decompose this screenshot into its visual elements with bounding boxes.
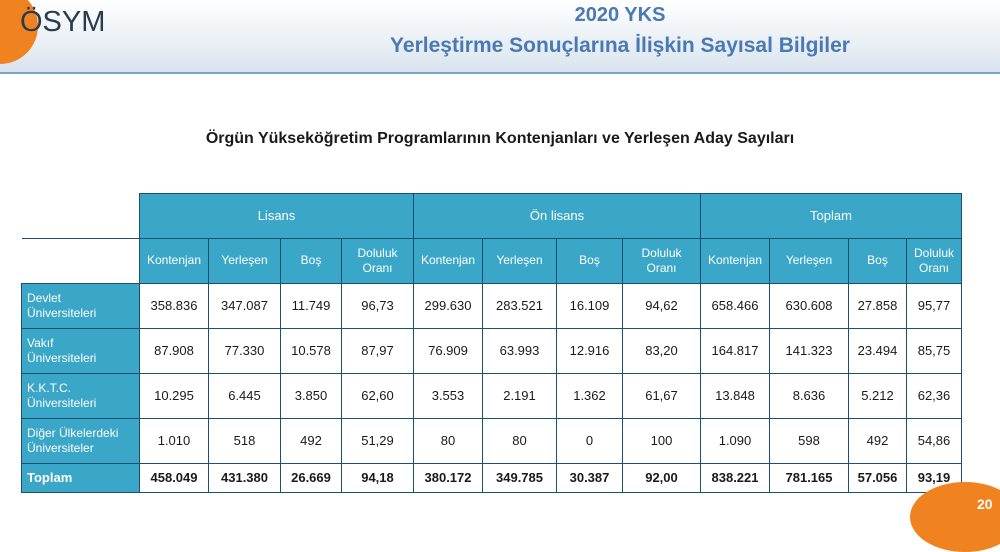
- table-cell: 61,67: [623, 373, 701, 418]
- col-bos: Boş: [557, 238, 623, 283]
- table-cell: 1.010: [140, 418, 209, 463]
- table-cell: 62,60: [342, 373, 414, 418]
- table-cell: 458.049: [140, 463, 209, 492]
- table-cell: 80: [483, 418, 557, 463]
- table-cell: 63.993: [483, 328, 557, 373]
- table-cell: 26.669: [281, 463, 342, 492]
- page-title: Örgün Yükseköğretim Programlarının Kontenjanları ve Yerleşen Aday Sayıları: [205, 130, 795, 147]
- table-cell: 6.445: [209, 373, 281, 418]
- col-kontenjan: Kontenjan: [140, 238, 209, 283]
- table-cell: 141.323: [770, 328, 849, 373]
- table-cell: 1.090: [701, 418, 770, 463]
- table-cell: 23.494: [849, 328, 907, 373]
- table-cell: 164.817: [701, 328, 770, 373]
- table-cell: 30.387: [557, 463, 623, 492]
- header-title: 2020 YKS: [574, 4, 666, 26]
- table-cell: 76.909: [414, 328, 483, 373]
- row-label: Diğer Ülkelerdeki Üniversiteler: [22, 418, 140, 463]
- table-cell: 431.380: [209, 463, 281, 492]
- table-cell: 492: [281, 418, 342, 463]
- table-cell: 94,18: [342, 463, 414, 492]
- group-header-onlisans: Ön lisans: [414, 194, 701, 239]
- table-cell: 838.221: [701, 463, 770, 492]
- table-cell: 51,29: [342, 418, 414, 463]
- table-cell: 92,00: [623, 463, 701, 492]
- table-cell: 3.553: [414, 373, 483, 418]
- table-corner: [22, 194, 140, 239]
- table-cell: 100: [623, 418, 701, 463]
- table-cell: 93,19: [907, 463, 962, 492]
- table-cell: 10.295: [140, 373, 209, 418]
- table-cell: 8.636: [770, 373, 849, 418]
- osym-logo: ÖSYM: [20, 6, 106, 38]
- table-cell: 380.172: [414, 463, 483, 492]
- table-cell: 13.848: [701, 373, 770, 418]
- table-cell: 5.212: [849, 373, 907, 418]
- table-cell: 347.087: [209, 283, 281, 328]
- table-cell: 87.908: [140, 328, 209, 373]
- group-header-lisans: Lisans: [140, 194, 414, 239]
- table-cell: 630.608: [770, 283, 849, 328]
- table-row: [22, 328, 962, 373]
- table-cell: 80: [414, 418, 483, 463]
- table-cell: 492: [849, 418, 907, 463]
- table-cell: 12.916: [557, 328, 623, 373]
- table-cell: 16.109: [557, 283, 623, 328]
- col-doluluk: Doluluk Oranı: [907, 238, 962, 283]
- quota-table: [21, 193, 962, 493]
- table-cell: 658.466: [701, 283, 770, 328]
- table-cell: 62,36: [907, 373, 962, 418]
- table-cell: 96,73: [342, 283, 414, 328]
- col-doluluk: Doluluk Oranı: [342, 238, 414, 283]
- col-yerlesen: Yerleşen: [770, 238, 849, 283]
- table-cell: 94,62: [623, 283, 701, 328]
- row-label: Vakıf Üniversiteleri: [22, 328, 140, 373]
- table-cell: 11.749: [281, 283, 342, 328]
- corner-year-text: 20: [977, 496, 993, 512]
- table-cell: 27.858: [849, 283, 907, 328]
- header-banner: [0, 0, 1000, 74]
- table-row: [22, 418, 962, 463]
- col-yerlesen: Yerleşen: [209, 238, 281, 283]
- table-corner-2: [22, 238, 140, 283]
- table-cell: 77.330: [209, 328, 281, 373]
- corner-decoration: [910, 482, 1000, 552]
- header-subtitle: Yerleştirme Sonuçlarına İlişkin Sayısal Bilgiler: [390, 34, 850, 57]
- table-row: [22, 283, 962, 328]
- table-row-total: [22, 463, 962, 492]
- col-doluluk: Doluluk Oranı: [623, 238, 701, 283]
- table-cell: 781.165: [770, 463, 849, 492]
- table-cell: 54,86: [907, 418, 962, 463]
- table-cell: 283.521: [483, 283, 557, 328]
- table-cell: 299.630: [414, 283, 483, 328]
- group-header-toplam: Toplam: [701, 194, 962, 239]
- table-cell: 0: [557, 418, 623, 463]
- table-cell: 1.362: [557, 373, 623, 418]
- table-row: [22, 373, 962, 418]
- table-cell: 83,20: [623, 328, 701, 373]
- col-kontenjan: Kontenjan: [414, 238, 483, 283]
- table-cell: 2.191: [483, 373, 557, 418]
- table-cell: 358.836: [140, 283, 209, 328]
- table-cell: 87,97: [342, 328, 414, 373]
- table-cell: 85,75: [907, 328, 962, 373]
- table-cell: 518: [209, 418, 281, 463]
- table-cell: 57.056: [849, 463, 907, 492]
- table-cell: 95,77: [907, 283, 962, 328]
- row-label: K.K.T.C. Üniversiteleri: [22, 373, 140, 418]
- table-cell: 598: [770, 418, 849, 463]
- table-cell: 10.578: [281, 328, 342, 373]
- col-kontenjan: Kontenjan: [701, 238, 770, 283]
- col-yerlesen: Yerleşen: [483, 238, 557, 283]
- col-bos: Boş: [849, 238, 907, 283]
- table-cell: 349.785: [483, 463, 557, 492]
- table-cell: 3.850: [281, 373, 342, 418]
- col-bos: Boş: [281, 238, 342, 283]
- row-label: Toplam: [22, 463, 140, 492]
- row-label: Devlet Üniversiteleri: [22, 283, 140, 328]
